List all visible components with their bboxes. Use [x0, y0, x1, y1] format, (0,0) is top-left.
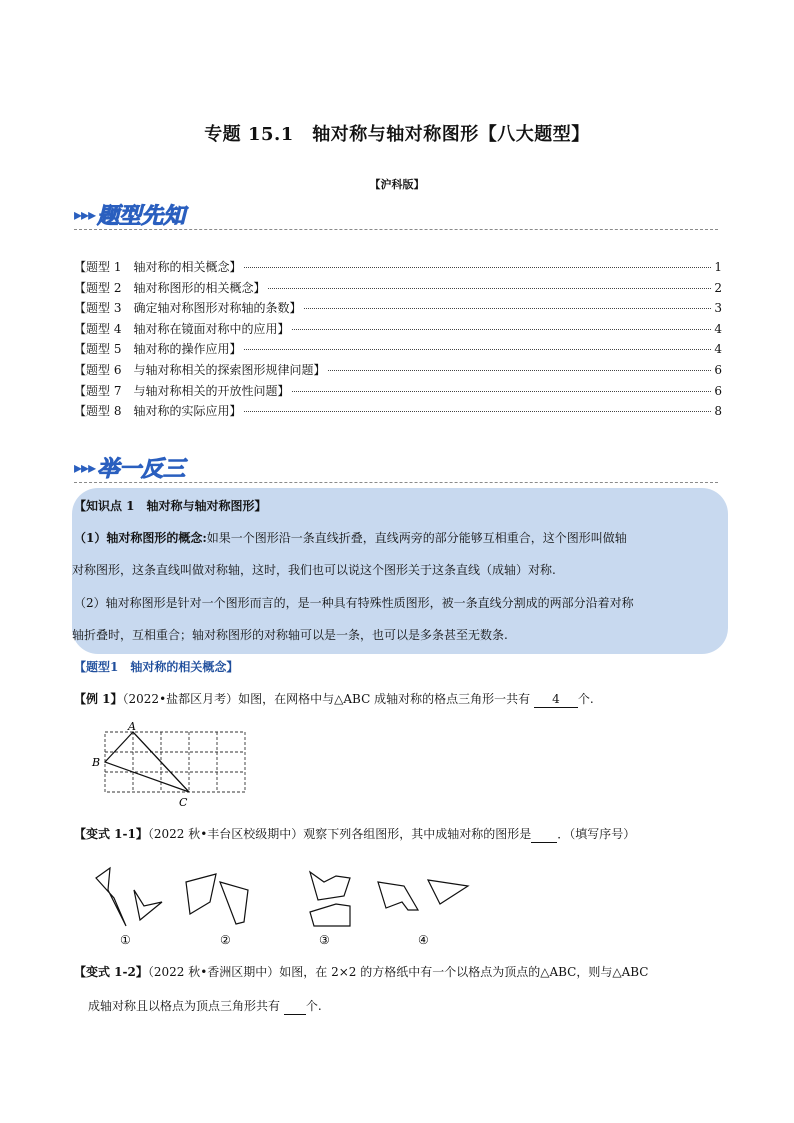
option-label: ④ [418, 933, 429, 947]
toc-item[interactable]: 【题型 5 轴对称的操作应用】 4 [74, 342, 722, 357]
banner-examples [74, 452, 185, 482]
toc-item[interactable]: 【题型 1 轴对称的相关概念】 1 [74, 260, 722, 274]
divider [74, 229, 718, 230]
section-heading: 【题型1 轴对称的相关概念】 [74, 660, 239, 674]
toc-item[interactable]: 【题型 8 轴对称的实际应用】 8 [74, 404, 722, 419]
banner-arrows-icon: ▸▸▸ [74, 457, 96, 477]
option-label: ② [220, 933, 231, 947]
variant-1-2-line2: 成轴对称且以格点为顶点三角形共有 个. [88, 999, 322, 1013]
banner-arrows-icon: ▸▸▸ [74, 204, 96, 224]
vertex-label-c: C [179, 796, 188, 809]
banner-text: 题型先知 [97, 203, 186, 229]
toc-item[interactable]: 【题型 4 轴对称在镜面对称中的应用】 4 [74, 321, 722, 336]
knowledge-heading: 【知识点 1 轴对称与轴对称图形】 [74, 499, 267, 513]
page-title: 专题 15.1 轴对称与轴对称图形【八大题型】 [204, 124, 590, 145]
variant-1-2: 【变式 1-2】（2022 秋•香洲区期中）如图，在 2×2 的方格纸中有一个以格点为顶点的△ABC，则与△ABC [74, 965, 649, 979]
example-1: 【例 1】（2022•盐都区月考）如图，在网格中与△ABC 成轴对称的格点三角形一共有 4 个. [74, 692, 594, 706]
knowledge-p1-line2: 对称图形，这条直线叫做对称轴，这时，我们也可以说这个图形关于这条直线（成轴）对称. [72, 563, 556, 577]
option-label: ① [120, 933, 131, 947]
answer-blank[interactable]: 4 [534, 691, 578, 708]
edition-label: 【沪科版】 [369, 178, 425, 191]
option-label: ③ [319, 933, 330, 947]
toc-item[interactable]: 【题型 7 与轴对称相关的开放性问题】 6 [74, 383, 722, 398]
shapes-figure [88, 860, 478, 952]
knowledge-p2-line2: 轴折叠时，互相重合；轴对称图形的对称轴可以是一条，也可以是多条甚至无数条. [72, 628, 508, 642]
toc-item[interactable]: 【题型 3 确定轴对称图形对称轴的条数】 3 [74, 301, 722, 316]
grid-triangle-figure [90, 722, 250, 812]
vertex-label-a: A [128, 722, 136, 733]
answer-blank[interactable] [284, 998, 306, 1015]
toc-item[interactable]: 【题型 2 轴对称图形的相关概念】 2 [74, 280, 722, 295]
banner-question-types [74, 199, 185, 229]
knowledge-p2: （2）轴对称图形是针对一个图形而言的，是一种具有特殊性质图形，被一条直线分割成的两部分沿着对称 [74, 596, 634, 610]
table-of-contents [74, 258, 722, 423]
banner-text: 举一反三 [97, 456, 186, 482]
knowledge-p1: （1）轴对称图形的概念:如果一个图形沿一条直线折叠，直线两旁的部分能够互相重合，这个图形叫做轴 [74, 531, 627, 545]
vertex-label-b: B [92, 756, 101, 769]
divider [74, 482, 718, 483]
toc-item[interactable]: 【题型 6 与轴对称相关的探索图形规律问题】 6 [74, 362, 722, 377]
answer-blank[interactable] [531, 826, 557, 843]
variant-1-1: 【变式 1-1】（2022 秋•丰台区校级期中）观察下列各组图形，其中成轴对称的图形是 ．（填写序号） [74, 827, 636, 841]
